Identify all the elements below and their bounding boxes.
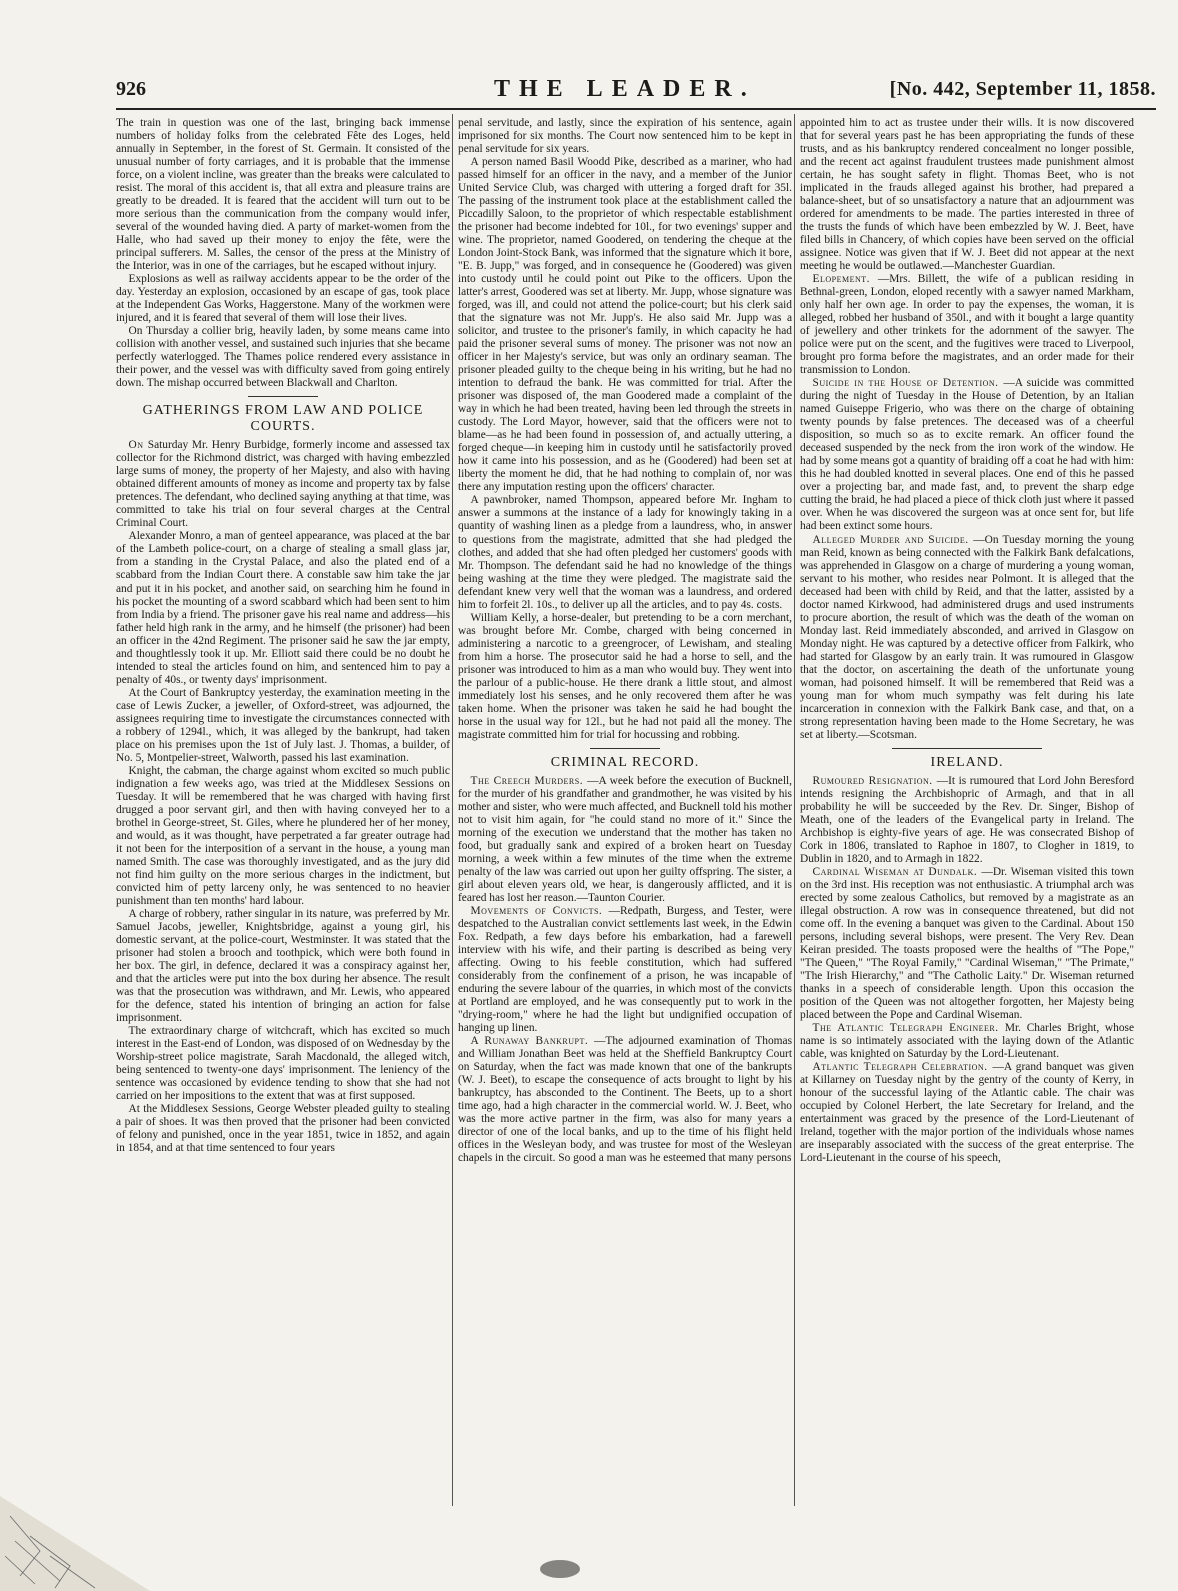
- section-divider: [248, 396, 318, 397]
- paragraph-lead-in: A Runaway Bankrupt.: [470, 1035, 594, 1048]
- section-heading: IRELAND.: [930, 754, 1004, 770]
- section-divider: [590, 748, 660, 749]
- article-paragraph: The Creech Murders. —A week before the execution of Bucknell, for the murder of his grandfather and grandmother, he was visited by his mother and sister, who were much affected, and Bucknell told his mother not to visit him again, for "he could stand no more of it." Since the morning of the execution we understand that the mother has taken no food, but gradually sank and expired of a broken heart on Tuesday morning, a week within a few minutes of the time when the extreme penalty of the law was carried out upon her guilty offspring. The sister, a girl about eleven years old, we hear, is dangerously afflicted, and it is feared has lost her reason.—Taunton Courier.: [458, 774, 792, 904]
- article-paragraph: Atlantic Telegraph Celebration. —A grand banquet was given at Killarney on Tuesday night by the gentry of the county of Kerry, in honour of the successful laying of the Atlantic cable. The chair was occupied by Colonel Herbert, the late Secretary for Ireland, and the entertainment was graced by the presence of the Lord-Lieutenant of Ireland, together with the major portion of the individuals whose names are inseparably associated with the success of the great enterprise. The Lord-Lieutenant in the course of his speech,: [800, 1061, 1134, 1165]
- article-paragraph: The extraordinary charge of witchcraft, which has excited so much interest in the East-end of London, was disposed of on Wednesday by the Worship-street police magistrate, Sarah Macdonald, the alleged witch, being sentenced to twenty-one days' imprisonment. The leniency of the sentence was occasioned by evidence tending to show that she had not carried on her impositions to the extent that was at first supposed.: [116, 1025, 450, 1103]
- paragraph-lead-in: The Creech Murders.: [470, 774, 588, 787]
- article-paragraph: appointed him to act as trustee under their wills. It is now discovered that for several years past he has been appropriating the funds of these trusts, and as his bankruptcy rendered concealment no longer possible, and the recent act against fraudulent trustees made punishment almost certain, he has sought safety in flight. Thomas Beet, who is not implicated in the frauds alleged against his brother, had prepared a balance-sheet, but of so unsatisfactory a nature that an adjournment was ordered for amendments to be made. The parties interested in three of the trusts the funds of which have been embezzled by W. J. Beet, have filed bills in Chancery, of which copies have been served on the official assignee. Notice was given that if W. J. Beet did not appear at the next meeting he would be outlawed.—Manchester Guardian.: [800, 117, 1134, 273]
- article-paragraph: Alleged Murder and Suicide. —On Tuesday morning the young man Reid, known as being connected with the Falkirk Bank defalcations, was apprehended in Glasgow on a charge of murdering a young woman, servant to his mother, who resides near Polmont. It is alleged that the deceased had been with child by Reid, and that the latter, assisted by a doctor named Kirkwood, had administered drugs and used instruments to procure abortion, the result of which was the death of the woman on Monday last. Reid immediately absconded, and arrived in Glasgow on Monday night. He was captured by a detective officer from Falkirk, who had started for Glasgow by an early train. It was rumoured in Glasgow that the doctor, on ascertaining the death of the unfortunate young woman, had poisoned himself. It will be remembered that Reid was a young man for whom much sympathy was felt during his late incarceration in connexion with the Falkirk Bank case, and that, on a strong representation having been made to the Home Secretary, he was set at liberty.—Scotsman.: [800, 533, 1134, 741]
- column-rule: [452, 114, 453, 1506]
- paragraph-lead-in: Suicide in the House of Detention.: [812, 377, 1004, 390]
- column-rule: [794, 114, 795, 1506]
- article-paragraph: Elopement. —Mrs. Billett, the wife of a publican residing in Bethnal-green, London, eloped recently with a sawyer named Markham, only half her own age. In order to pay the expenses, the woman, it is alleged, robbed her husband of 350l., and with it bought a large quantity of jewellery and other trinkets for the adornment of the sawyer. The police were put on the scent, and the fugitives were traced to Liverpool, brought pro forma before the magistrates, and an order made for their transmission to London.: [800, 273, 1134, 377]
- paragraph-lead-in: On: [128, 439, 148, 452]
- article-paragraph: A charge of robbery, rather singular in its nature, was preferred by Mr. Samuel Jacobs, jeweller, Knightsbridge, against a young girl, his domestic servant, at the police-court, Westminster. It was stated that the prisoner had stolen a brooch and toothpick, which were both found in her box. The girl, in defence, declared it was a conspiracy against her, and that the articles were put into the box during her absence. The result was that the prosecution was withdrawn, and Mr. Lewis, who appeared for the defence, stated his intention of bringing an action for false imprisonment.: [116, 907, 450, 1025]
- article-paragraph: William Kelly, a horse-dealer, but pretending to be a corn merchant, was brought before Mr. Combe, charged with being concerned in administering a narcotic to a greengrocer, of Lewisham, and stealing from him a horse. The prosecutor said he had a horse to sell, and the prisoner was introduced to him as a man who would buy. They went into the parlour of a public-house. He there drank a little stout, and almost immediately lost his senses, and he only recovered them after he was taken home. When the prisoner was taken he said he had bought the horse in the usual way for 12l., but he had not paid all the money. The magistrate committed him for trial for hocussing and robbing.: [458, 611, 792, 741]
- article-paragraph: On Saturday Mr. Henry Burbidge, formerly income and assessed tax collector for the Richmond district, was charged with having embezzled large sums of money, the property of her Majesty, and also with having obtained different amounts of money as income and property tax by false pretences. The defendant, who declined saying anything at that time, was committed to take his trial on four several charges at the Central Criminal Court.: [116, 439, 450, 530]
- article-paragraph: Rumoured Resignation. —It is rumoured that Lord John Beresford intends resigning the Archbishopric of Armagh, and that in all probability he will be succeeded by the Rev. Dr. Singer, Bishop of Meath, one of the leaders of the Evangelical party in Ireland. The Archbishop is eighty-five years of age. He was consecrated Bishop of Cork in 1806, translated to Raphoe in 1807, to Clogher in 1819, to Dublin in 1820, and to Armagh in 1822.: [800, 774, 1134, 865]
- article-paragraph: The train in question was one of the last, bringing back immense numbers of holiday folks from the celebrated Fête des Loges, held annually in September, in the forest of St. Germain. It consisted of the unusual number of forty carriages, and it is probable that the immense force, on a violent incline, was greater than the breaks were calculated to resist. The moral of this accident is, that all extra and pleasure trains are greatly to be dreaded. It is feared that the accident will turn out to be more serious than the communication from the company would infer, several of the wounded having died. A party of market-women from the Halle, who had saved up their money to enjoy the fête, were the principal sufferers. M. Salles, the censor of the press at the Ministry of the Interior, was in one of the carriages, but he escaped without injury.: [116, 117, 450, 273]
- paragraph-lead-in: Rumoured Resignation.: [812, 774, 937, 787]
- newspaper-title: THE LEADER.: [494, 76, 756, 102]
- masthead: [116, 78, 1156, 110]
- article-paragraph: A person named Basil Woodd Pike, described as a mariner, who had passed himself for an officer in the navy, and a member of the Junior United Service Club, was charged with uttering a forged draft for 35l. The passing of the instrument took place at the establishment called the Piccadilly Saloon, to the proprietor of which respectable establishment the prisoner had become indebted for 10l., for two evenings' supper and wine. The proprietor, named Goodered, on tendering the cheque at the London Joint-Stock Bank, was informed that the signature which it bore, "E. B. Jupp," was forged, and in consequence he (Goodered) was given into custody until he could point out Pike to the officers. Upon the latter's arrest, Goodered was set at liberty. Mr. Jupp, whose signature was forged, was ill, and could not attend the police-court; but his clerk said that the signature was not Mr. Jupp's. He also said Mr. Jupp was a solicitor, and trustee to the prisoner's family, in which capacity he had paid the prisoner several sums of money. The prisoner was not now an officer in her Majesty's service, but was only an ordinary seaman. The prisoner pleaded guilty to the cheque being in his writing, but he had no intention to defraud the bank. He was committed for trial. After the prisoner was disposed of, the man Goodered made a complaint of the way in which he had been treated, having been led through the streets in custody. The Lord Mayor, however, said that the officers were not to blame—as he had been found in possession of, and actually uttering, a forged cheque—in keeping him in custody until he satisfactorily proved how it came into his possession, and as he (Goodered) had been set at liberty the moment he did, that he had nothing to complain of, nor was there any imputation resting upon the officers' character.: [458, 156, 792, 494]
- paragraph-lead-in: Movements of Convicts.: [470, 904, 609, 917]
- torn-corner-scan-artifact: [0, 1496, 150, 1591]
- column-1: [116, 117, 450, 1502]
- article-paragraph: A Runaway Bankrupt. —The adjourned examination of Thomas and William Jonathan Beet was held at the Sheffield Bankruptcy Court on Saturday, when the fact was made known that one of the bankrupts (W. J. Beet), to escape the consequence of acts brought to light by his bankruptcy, has absconded to the Continent. The Beets, up to a short time ago, had a high character in the commercial world. W. J. Beet, who was the more active partner in the firm, was also for many years a director of one of the local banks, and up to the time of his flight held offices in the Wesleyan body, and was trustee for most of the Wesleyan chapels in the circuit. So good a man was he esteemed that many persons: [458, 1035, 792, 1165]
- column-2: [458, 117, 792, 1502]
- article-paragraph: Cardinal Wiseman at Dundalk. —Dr. Wiseman visited this town on the 3rd inst. His reception was not enthusiastic. A triumphal arch was erected by some zealous Catholics, but removed by a magistrate as an illegal obstruction. A row was in consequence threatened, but did not come off. In the evening a banquet was given to the Cardinal. About 150 persons, including several bishops, were present. The Very Rev. Dean Keiran presided. The toasts proposed were the healths of "The Pope," "The Queen," "The Royal Family," "Cardinal Wiseman," "The Primate," "The Irish Hierarchy," and "The Catholic Laity." Dr. Wiseman returned thanks in a speech of considerable length. Upon this occasion the position of the Queen was not altogether forgotten, her Majesty being placed between the Pope and Cardinal Wiseman.: [800, 865, 1134, 1022]
- paragraph-lead-in: Alleged Murder and Suicide.: [812, 533, 974, 546]
- article-paragraph: Movements of Convicts. —Redpath, Burgess, and Tester, were despatched to the Australian convict settlements last week, in the Edwin Fox. Redpath, a few days before his embarkation, had a farewell interview with his wife, and their parting is described as being very affecting. Owing to his feeble constitution, which had suffered considerably from the confinement of a prison, he was incapable of enduring the severe labour of the quarries, in which most of the convicts at Portland are employed, and he was consequently put to work in the "drying-room," where he had the light but undignified occupation of hanging up linen.: [458, 904, 792, 1035]
- issue-line: [No. 442, September 11, 1858.: [889, 78, 1156, 100]
- article-paragraph: Alexander Monro, a man of genteel appearance, was placed at the bar of the Lambeth police-court, on a charge of stealing a small glass jar, from a standing in the Crystal Palace, and also the plated end of a scabbard from the Indian Court there. A constable saw him take the jar and put it in his pocket, and another said, on searching him he found in his pocket the mounting of a sword scabbard which had been sent to him from India by a friend. The prisoner gave his real name and address—his father held high rank in the army, and he himself (the prisoner) had been an officer in the 42nd Regiment. The prisoner said he saw the jar empty, and thoughtlessly took it up. Mr. Elliott said there could be no doubt he intended to steal the articles found on him, and sentenced him to pay a penalty of 40s., or twenty days' imprisonment.: [116, 530, 450, 686]
- article-paragraph: A pawnbroker, named Thompson, appeared before Mr. Ingham to answer a summons at the instance of a lady for knowingly taking in a quantity of washing linen as a pledge from a laundress, who, in answer to questions from the magistrate, admitted that she had pledged the clothes, and added that she had often pledged her customers' goods with Mr. Thompson. The defendant said he had no knowledge of the things being washing at the time they were pledged. The magistrate said the defendant knew very well that the woman was a laundress, and ordered him to forfeit 2l. 10s., to deliver up all the articles, and to pay 4s. costs.: [458, 494, 792, 611]
- paragraph-lead-in: Atlantic Telegraph Celebration.: [812, 1061, 993, 1074]
- article-paragraph: penal servitude, and lastly, since the expiration of his sentence, again imprisoned for six months. The Court now sentenced him to be kept in penal servitude for six years.: [458, 117, 792, 156]
- article-paragraph: Explosions as well as railway accidents appear to be the order of the day. Yesterday an explosion, occasioned by an escape of gas, took place at the Independent Gas Works, Haggerstone. Many of the workmen were injured, and it is feared that several of them will lose their lives.: [116, 273, 450, 325]
- page-number: 926: [116, 78, 146, 100]
- article-paragraph: On Thursday a collier brig, heavily laden, by some means came into collision with another vessel, and sustained such injuries that she became perfectly waterlogged. The Thames police rendered every assistance in their power, and the vessel was with difficulty saved from going entirely down. The mishap occurred between Blackwall and Charlton.: [116, 325, 450, 390]
- article-paragraph: Knight, the cabman, the charge against whom excited so much public indignation a few weeks ago, was tried at the Middlesex Sessions on Tuesday. It will be remembered that he was charged with having first drugged a poor servant girl, and then with having conveyed her to a brothel in George-street, St. Giles, where he plundered her of her money, and would, as it was thought, have perpetrated a far greater outrage had it not been for the interposition of a servant in the house, a young man named Smith. The case was thoroughly investigated, and as the jury did not find him guilty on the more serious charges in the indictment, but convicted him of petty larceny only, he was sentenced to no heavier punishment than ten months' hard labour.: [116, 764, 450, 907]
- column-3: [800, 117, 1134, 1502]
- section-heading: GATHERINGS FROM LAW AND POLICE COURTS.: [142, 403, 424, 435]
- article-paragraph: At the Court of Bankruptcy yesterday, the examination meeting in the case of Lewis Zucker, a jeweller, of Oxford-street, was adjourned, the assignees requiring time to investigate the circumstances connected with a robbery of 1294l., which, it was alleged by the bankrupt, had taken place on his premises upon the 1st of July last. J. Thomas, a builder, of No. 5, Montpelier-street, Walworth, passed his last examination.: [116, 686, 450, 764]
- section-divider: [892, 748, 1042, 749]
- article-paragraph: Suicide in the House of Detention. —A suicide was committed during the night of Tuesday in the House of Detention, by an Italian named Guiseppe Frigerio, who was there on the charge of obtaining twenty pounds by false pretences. The deceased was of a cheerful disposition, so much so as to excite remark. An officer found the deceased suspended by the neck from the iron work of the window. He had by some means got a quantity of braiding off a coat he had with him: this he had doubled knotted in several places. One end of this he passed over a projecting bar, and made fast, and, to prevent the sharp edge cutting the braid, he had placed a piece of thick cloth just where it passed over. When he was discovered the surgeon was at once sent for, but life had been extinct some hours.: [800, 377, 1134, 533]
- paragraph-lead-in: Cardinal Wiseman at Dundalk.: [812, 865, 982, 878]
- paragraph-lead-in: The Atlantic Telegraph Engineer.: [812, 1022, 1005, 1035]
- article-paragraph: At the Middlesex Sessions, George Webster pleaded guilty to stealing a pair of shoes. It was then proved that the prisoner had been convicted of felony and punished, once in the year 1851, twice in 1852, and again in 1854, and at that time sentenced to four years: [116, 1103, 450, 1155]
- section-heading: CRIMINAL RECORD.: [550, 754, 700, 770]
- paragraph-lead-in: Elopement.: [812, 273, 878, 286]
- article-paragraph: The Atlantic Telegraph Engineer. Mr. Charles Bright, whose name is so intimately associated with the laying down of the Atlantic cable, was knighted on Saturday by the Lord-Lieutenant.: [800, 1022, 1134, 1061]
- ink-smudge: [540, 1560, 580, 1578]
